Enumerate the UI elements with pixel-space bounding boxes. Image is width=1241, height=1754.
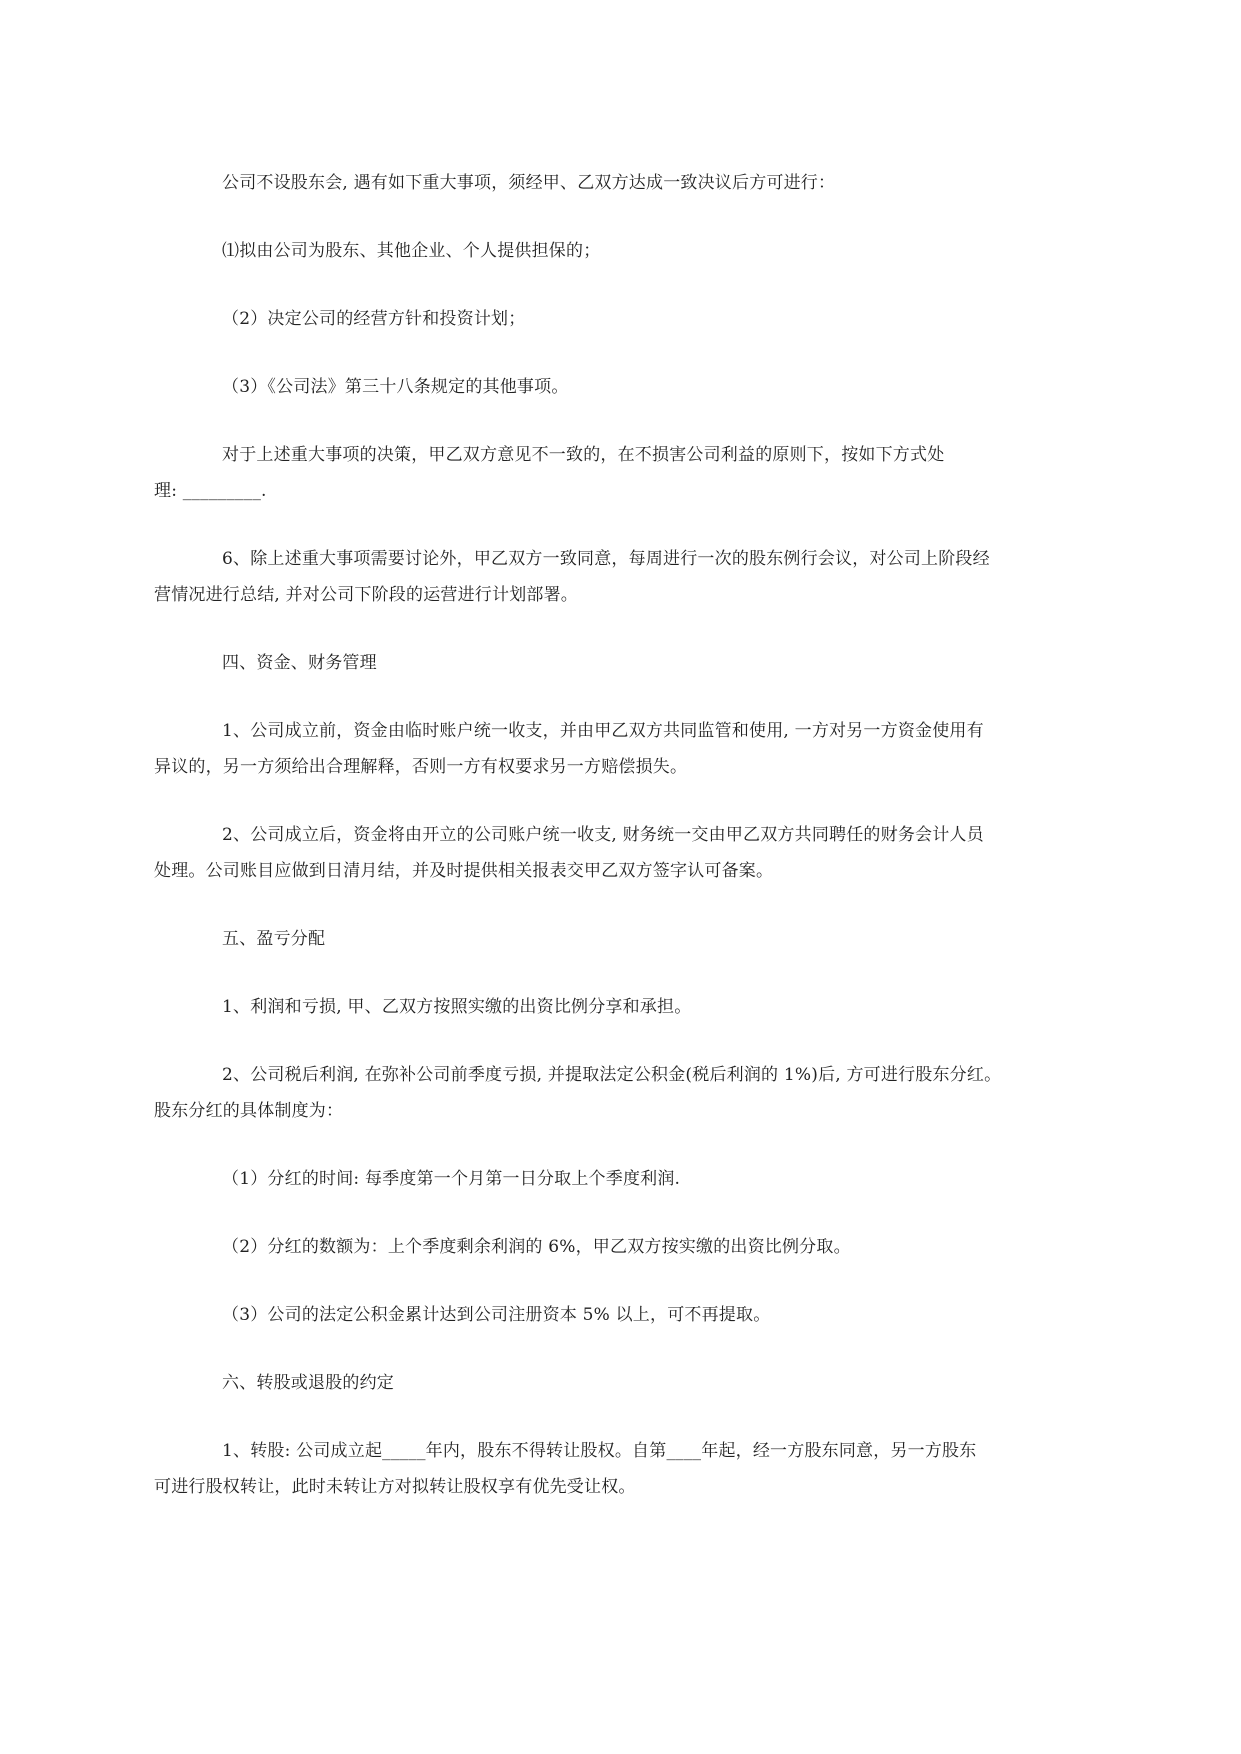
paragraph-meeting-rule — [188, 165, 1058, 201]
paragraph-line: 6、除上述重大事项需要讨论外，甲乙双方一致同意，每周进行一次的股东例行会议，对公司上阶段经 — [222, 549, 990, 569]
section-heading: 四、资金、财务管理 — [222, 653, 377, 673]
paragraph-line: 对于上述重大事项的决策，甲乙双方意见不一致的，在不损害公司利益的原则下，按如下方式处 — [222, 445, 945, 465]
paragraph-line: 2、公司税后利润, 在弥补公司前季度亏损, 并提取法定公积金(税后利润的 1%)后, 方可进行股东分红。 — [222, 1065, 1002, 1085]
paragraph-disagreement — [154, 437, 1058, 509]
section-heading-finance — [188, 645, 1058, 681]
paragraph-line: ⑴拟由公司为股东、其他企业、个人提供担保的； — [222, 241, 601, 261]
section-heading-profit — [188, 921, 1058, 957]
paragraph-dividend-amount — [188, 1229, 1058, 1265]
section-heading: 六、转股或退股的约定 — [222, 1373, 394, 1393]
paragraph-share-transfer — [154, 1433, 1058, 1505]
paragraph-dividend-time — [188, 1161, 1058, 1197]
paragraph-line: （2）决定公司的经营方针和投资计划； — [222, 309, 526, 329]
paragraph-line: 可进行股权转让，此时未转让方对拟转让股权享有优先受让权。 — [154, 1477, 636, 1497]
paragraph-weekly-meeting — [154, 541, 1058, 613]
paragraph-line: 股东分红的具体制度为： — [154, 1101, 344, 1121]
paragraph-line: 2、公司成立后，资金将由开立的公司账户统一收支, 财务统一交由甲乙双方共同聘任的财务会计人员 — [222, 825, 984, 845]
paragraph-line: （3）《公司法》第三十八条规定的其他事项。 — [222, 377, 569, 397]
paragraph-after-establish — [154, 817, 1058, 889]
paragraph-line: 异议的，另一方须给出合理解释，否则一方有权要求另一方赔偿损失。 — [154, 757, 688, 777]
paragraph-line: 理: _________. — [154, 481, 267, 501]
paragraph-line: （2）分红的数额为：上个季度剩余利润的 6%，甲乙双方按实缴的出资比例分取。 — [222, 1237, 851, 1257]
section-heading: 五、盈亏分配 — [222, 929, 326, 949]
paragraph-line: （1）分红的时间: 每季度第一个月第一日分取上个季度利润. — [222, 1169, 681, 1189]
paragraph-line: 1、公司成立前，资金由临时账户统一收支，并由甲乙双方共同监管和使用, 一方对另一方资金使用有 — [222, 721, 984, 741]
paragraph-line: 营情况进行总结, 并对公司下阶段的运营进行计划部署。 — [154, 585, 579, 605]
paragraph-before-establish — [154, 713, 1058, 785]
paragraph-item-plan — [188, 301, 1058, 337]
paragraph-profit-loss — [188, 989, 1058, 1025]
paragraph-item-guarantee — [188, 233, 1058, 269]
paragraph-line: 1、转股: 公司成立起_____年内，股东不得转让股权。自第____年起，经一方股东同意，另一方股东 — [222, 1441, 977, 1461]
paragraph-after-tax-profit — [154, 1057, 1058, 1129]
paragraph-line: 1、利润和亏损, 甲、乙双方按照实缴的出资比例分享和承担。 — [222, 997, 692, 1017]
document-body — [154, 165, 1058, 1505]
paragraph-reserve-fund — [188, 1297, 1058, 1333]
paragraph-line: 公司不设股东会, 遇有如下重大事项，须经甲、乙双方达成一致决议后方可进行： — [222, 173, 836, 193]
paragraph-line: （3）公司的法定公积金累计达到公司注册资本 5% 以上，可不再提取。 — [222, 1305, 771, 1325]
paragraph-line: 处理。公司账目应做到日清月结，并及时提供相关报表交甲乙双方签字认可备案。 — [154, 861, 774, 881]
paragraph-item-other — [188, 369, 1058, 405]
section-heading-transfer — [188, 1365, 1058, 1401]
